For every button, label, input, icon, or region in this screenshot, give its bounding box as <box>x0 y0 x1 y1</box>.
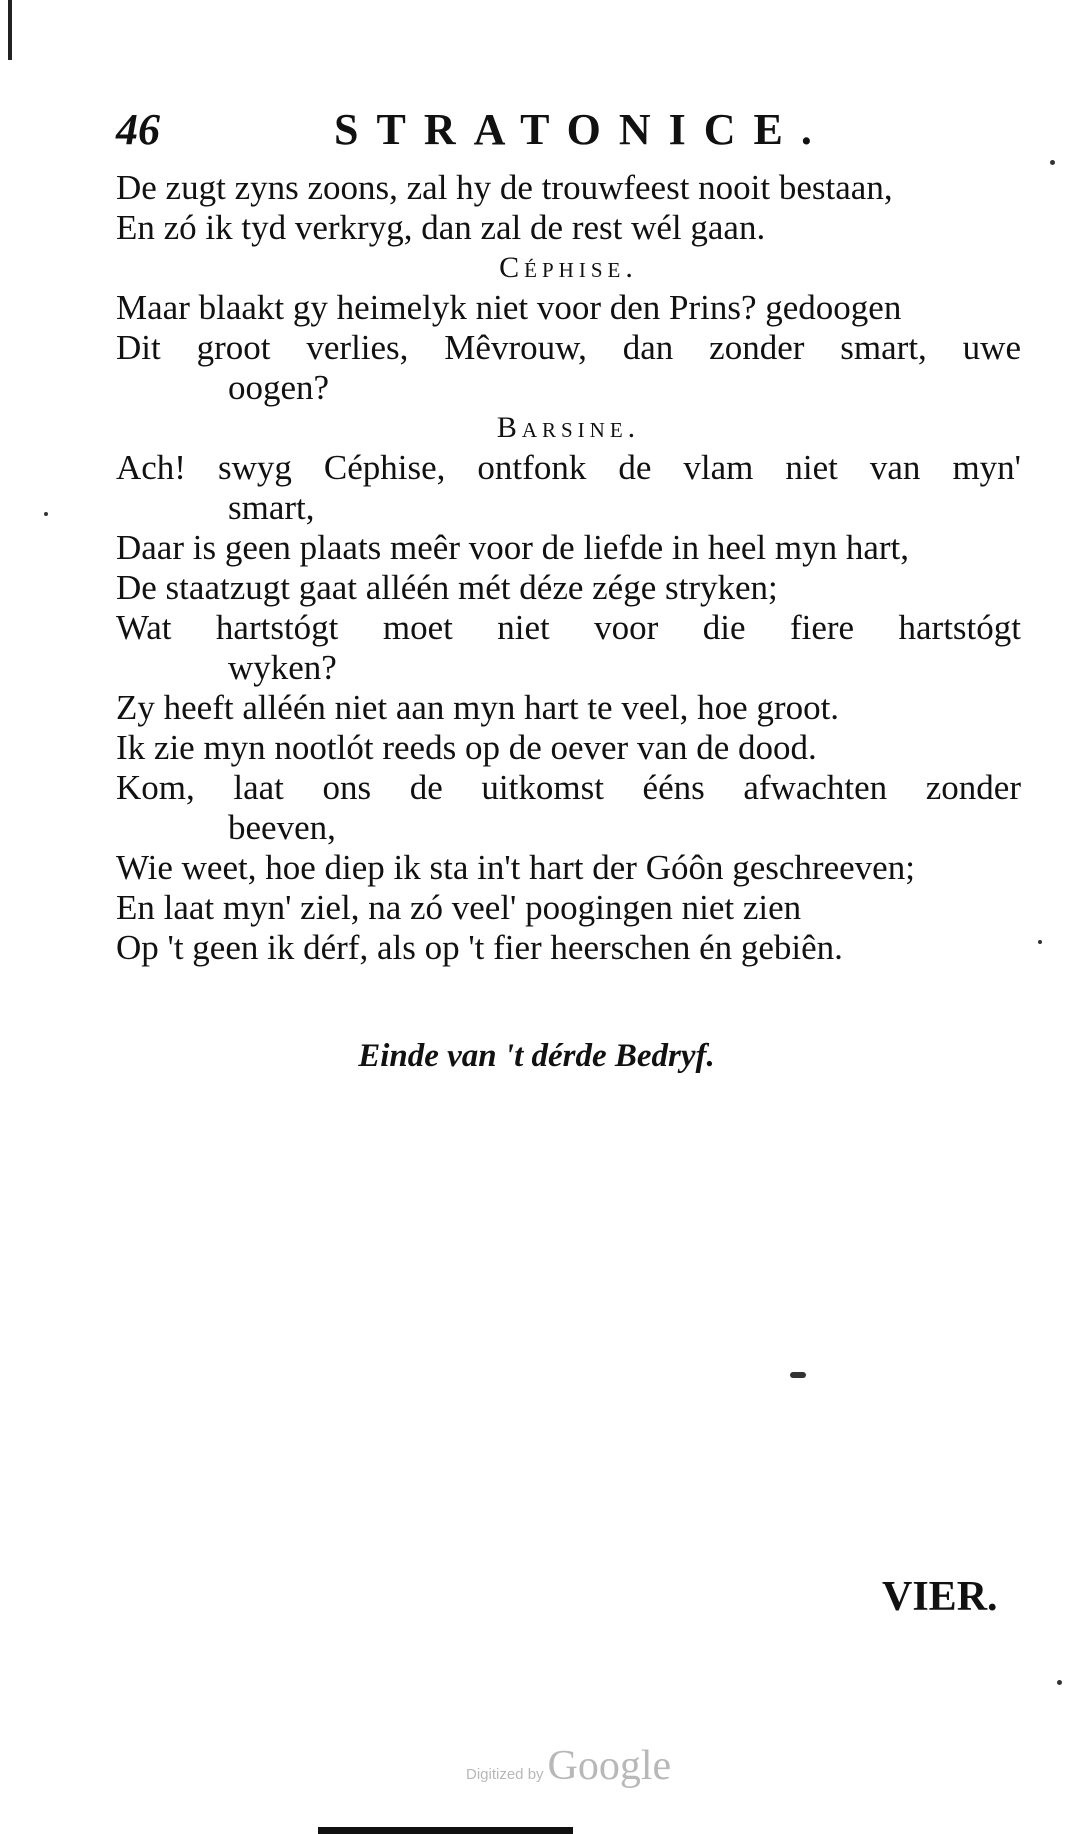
ink-speck <box>1050 160 1055 165</box>
verse-line: Ik zie myn nootlót reeds op de oever van de dood. <box>116 728 817 767</box>
verse-line: Daar is geen plaats meêr voor de liefde in heel myn hart, <box>116 528 910 567</box>
running-title: STRATONICE. <box>334 105 830 154</box>
verse-line: Ach! swyg Céphise, ontfonk de vlam niet van myn' <box>116 448 1021 487</box>
verse-line: Maar blaakt gy heimelyk niet voor den Prins? gedoogen <box>116 288 902 327</box>
watermark-logo: Google <box>547 1743 672 1789</box>
watermark-prefix: Digitized by <box>466 1766 544 1783</box>
verse-line: Wat hartstógt moet niet voor die fiere hartstógt <box>116 608 1021 647</box>
verse-continuation: smart, <box>228 488 315 527</box>
verse-line: En zó ik tyd verkryg, dan zal de rest wél gaan. <box>116 208 766 247</box>
verse-continuation: wyken? <box>228 648 337 687</box>
page-header <box>116 104 830 160</box>
ink-speck <box>44 512 48 516</box>
end-of-act-note: Einde van 't dérde Bedryf. <box>358 1038 715 1074</box>
ink-speck <box>790 1372 806 1378</box>
verse-line: De staatzugt gaat alléén mét déze zége stryken; <box>116 568 778 607</box>
verse-continuation: oogen? <box>228 368 330 407</box>
verse-text <box>116 168 1021 968</box>
digitized-watermark <box>466 1742 671 1790</box>
page-number: 46 <box>116 105 160 154</box>
verse-line: Wie weet, hoe diep ik sta in't hart der Góôn geschreeven; <box>116 848 915 887</box>
ink-speck <box>1057 1680 1062 1685</box>
verse-continuation: beeven, <box>228 808 336 847</box>
verse-line: De zugt zyns zoons, zal hy de trouwfeest nooit bestaan, <box>116 168 893 207</box>
catchword: VIER. <box>882 1574 998 1620</box>
verse-line: Kom, laat ons de uitkomst ééns afwachten zonder <box>116 768 1021 807</box>
speaker-name: Céphise. <box>499 251 638 284</box>
verse-line: Zy heeft alléén niet aan myn hart te veel, hoe groot. <box>116 688 840 727</box>
page-edge-mark <box>8 0 12 60</box>
verse-line: Dit groot verlies, Mêvrouw, dan zonder smart, uwe <box>116 328 1021 367</box>
verse-line: Op 't geen ik dérf, als op 't fier heerschen én gebiên. <box>116 928 843 967</box>
ink-speck <box>1038 940 1042 944</box>
verse-line: En laat myn' ziel, na zó veel' poogingen niet zien <box>116 888 802 927</box>
speaker-name: Barsine. <box>496 411 641 444</box>
scan-bottom-bar <box>318 1827 573 1834</box>
